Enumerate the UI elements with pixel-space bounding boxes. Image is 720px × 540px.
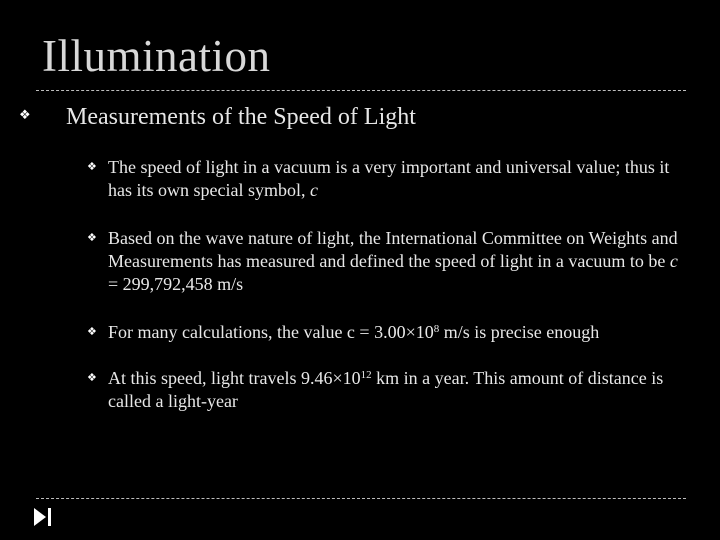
bullet-icon: ❖ <box>87 231 97 244</box>
bullet-symbol-c: c <box>669 251 678 271</box>
bullet-text-part: Based on the wave nature of light, the International Committee on Weights and Measurements has measured and defined the speed of light in a vacuum to be <box>108 228 678 271</box>
bullet-text <box>108 227 688 296</box>
bullet-text <box>108 321 688 344</box>
next-slide-bar <box>48 508 51 526</box>
bullet-icon: ❖ <box>87 371 97 384</box>
bullet-text-part: = 299,792,458 m/s <box>108 274 244 294</box>
bullet-text-part: km in a year. This amount of distance is called a light-year <box>108 368 664 411</box>
bullet-text-part: At this speed, light travels 9.46×10 <box>108 368 361 388</box>
footer-divider <box>36 498 686 499</box>
bullet-icon: ❖ <box>19 108 31 123</box>
bullet-symbol-c: c <box>309 180 318 200</box>
bullet-exponent: 12 <box>360 369 372 381</box>
bullet-text-part: For many calculations, the value c = 3.00×10 <box>108 322 434 342</box>
bullet-text-part: The speed of light in a vacuum is a very important and universal value; thus it has its own special symbol, <box>108 157 670 200</box>
bullet-exponent: 8 <box>433 323 440 335</box>
bullet-icon: ❖ <box>87 325 97 338</box>
title-divider <box>36 90 686 91</box>
bullet-icon: ❖ <box>87 160 97 173</box>
bullet-text <box>108 156 688 202</box>
bullet-text-part: m/s is precise enough <box>439 322 600 342</box>
slide-title: Illumination <box>42 31 271 81</box>
bullet-text <box>108 367 688 413</box>
next-slide-icon[interactable] <box>34 508 46 526</box>
slide-heading: Measurements of the Speed of Light <box>66 104 416 130</box>
